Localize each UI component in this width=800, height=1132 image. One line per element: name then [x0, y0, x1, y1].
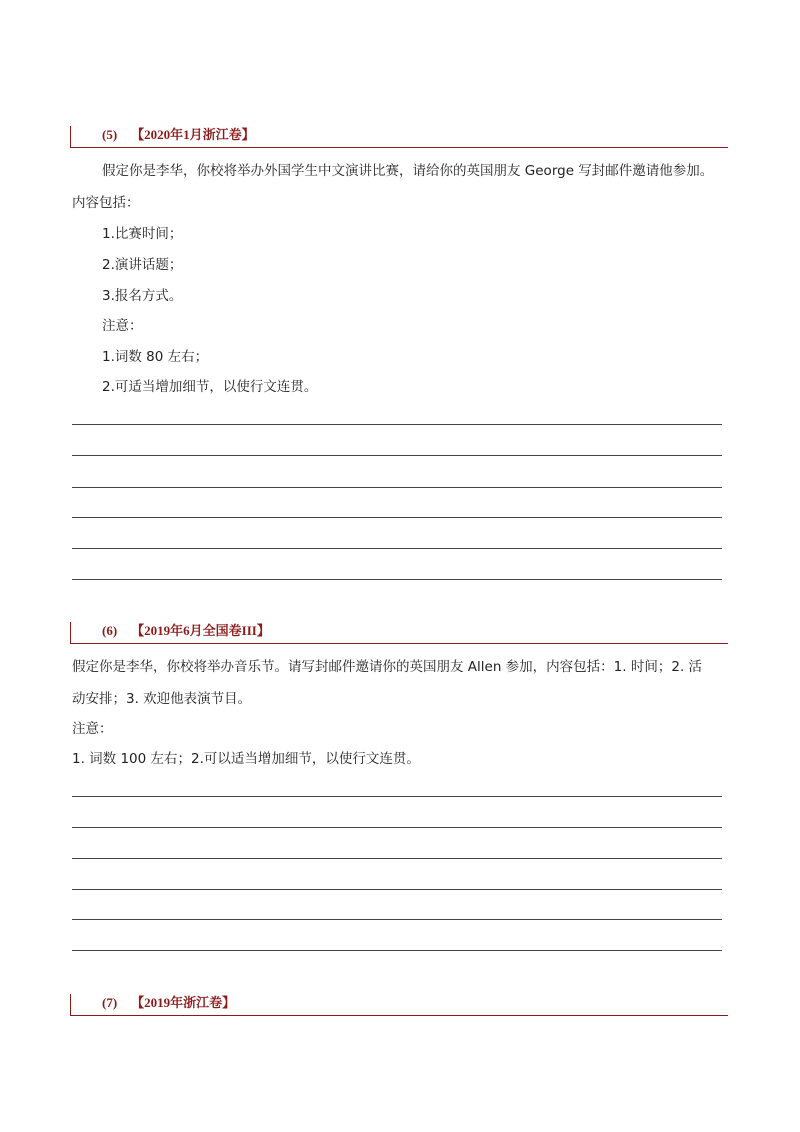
section-5-note-label: 注意：: [102, 318, 143, 334]
section-6-prompt-line-2: 动安排；3. 欢迎他表演节目。: [72, 691, 252, 707]
section-6-notes: 1. 词数 100 左右；2.可以适当增加细节，以使行文连贯。: [72, 751, 420, 767]
header-accent-bar: [70, 126, 71, 148]
answer-line[interactable]: [72, 517, 722, 518]
answer-line[interactable]: [72, 889, 722, 890]
answer-line[interactable]: [72, 950, 722, 951]
section-6-prompt-line-1: 假定你是李华，你校将举办音乐节。请写封邮件邀请你的英国朋友 Allen 参加，内容包括：1. 时间；2. 活: [72, 659, 703, 675]
answer-line[interactable]: [72, 424, 722, 425]
section-5-item-3: 3.报名方式。: [102, 288, 183, 304]
section-5-note-2: 2.可适当增加细节，以使行文连贯。: [102, 379, 318, 395]
section-6-header: [70, 622, 728, 644]
answer-line[interactable]: [72, 548, 722, 549]
answer-line[interactable]: [72, 455, 722, 456]
section-6-number: (6): [102, 623, 118, 638]
section-5-title: [102, 126, 255, 144]
header-underline: [70, 147, 728, 148]
answer-line[interactable]: [72, 827, 722, 828]
section-5-source: 【2020年1月浙江卷】: [131, 127, 255, 142]
section-6-title: [102, 622, 270, 640]
section-5-note-1: 1.词数 80 左右；: [102, 349, 209, 365]
section-7-title: [102, 994, 235, 1012]
section-5-item-2: 2.演讲话题；: [102, 257, 183, 273]
section-7-number: (7): [102, 995, 118, 1010]
section-5-number: (5): [102, 127, 118, 142]
section-7-source: 【2019年浙江卷】: [131, 995, 236, 1010]
header-underline: [70, 1015, 728, 1016]
header-accent-bar: [70, 622, 71, 644]
answer-line[interactable]: [72, 796, 722, 797]
answer-line[interactable]: [72, 579, 722, 580]
section-5-item-1: 1.比赛时间；: [102, 226, 183, 242]
section-5-header: [70, 126, 728, 148]
section-5-prompt: 假定你是李华，你校将举办外国学生中文演讲比赛，请给你的英国朋友 George 写封邮件邀请他参加。: [102, 163, 714, 179]
section-5-content-label: 内容包括：: [72, 195, 140, 211]
header-underline: [70, 643, 728, 644]
answer-line[interactable]: [72, 919, 722, 920]
header-accent-bar: [70, 994, 71, 1016]
section-6-source: 【2019年6月全国卷III】: [131, 623, 270, 638]
answer-line[interactable]: [72, 487, 722, 488]
section-6-note-label: 注意：: [72, 721, 113, 737]
answer-line[interactable]: [72, 858, 722, 859]
section-7-header: [70, 994, 728, 1016]
